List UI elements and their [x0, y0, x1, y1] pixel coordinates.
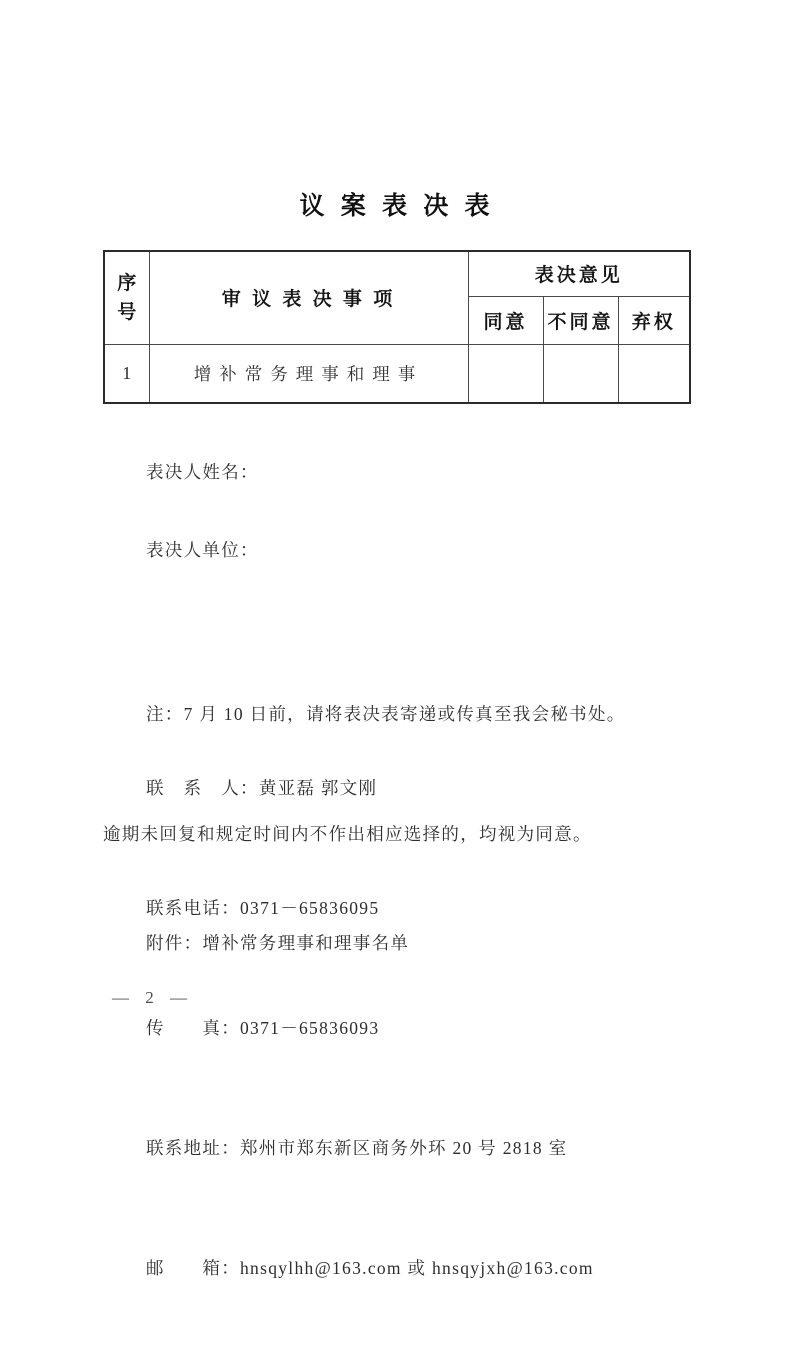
contact-info [146, 688, 594, 1368]
contact-person-label: 联 系 人： [146, 778, 259, 798]
header-opinion: 表决意见 [468, 251, 690, 296]
contact-fax-value: 0371－65836093 [240, 1018, 380, 1038]
contact-fax-line [146, 1008, 594, 1048]
header-matter: 审 议 表 决 事 项 [149, 251, 468, 344]
header-index-line1: 序 [117, 272, 137, 294]
vote-cell-abstain [618, 344, 690, 403]
row-matter-cell: 增补常务理事和理事 [149, 344, 468, 403]
header-disagree: 不同意 [543, 296, 618, 344]
vote-cell-agree [468, 344, 543, 403]
contact-email-label: 邮 箱： [146, 1258, 240, 1278]
voter-unit-label: 表决人单位： [146, 540, 259, 560]
contact-person-line [146, 768, 594, 808]
attachment-line: 附件：增补常务理事和理事名单 [146, 933, 410, 953]
table-row [104, 344, 690, 403]
contact-phone-line [146, 888, 594, 928]
contact-address-value: 郑州市郑东新区商务外环 20 号 2818 室 [240, 1138, 568, 1158]
note-line-2: 逾期未回复和规定时间内不作出相应选择的，均视为同意。 [103, 824, 592, 844]
header-abstain: 弃权 [618, 296, 690, 344]
header-index-line2: 号 [117, 301, 137, 323]
document-title: 议 案 表 决 表 [299, 193, 495, 220]
vote-cell-disagree [543, 344, 618, 403]
header-agree: 同意 [468, 296, 543, 344]
voting-table [103, 250, 691, 404]
contact-email-line [146, 1248, 594, 1288]
contact-email-value: hnsqylhh@163.com 或 hnsqyjxh@163.com [240, 1258, 594, 1278]
voter-name-label: 表决人姓名： [146, 462, 259, 482]
contact-address-label: 联系地址： [146, 1138, 240, 1158]
contact-person-value: 黄亚磊 郭文刚 [258, 778, 378, 798]
note-line-1: 注：7 月 10 日前，请将表决表寄递或传真至我会秘书处。 [146, 704, 626, 724]
header-index [104, 251, 149, 344]
contact-phone-value: 0371－65836095 [240, 898, 380, 918]
contact-address-line [146, 1128, 594, 1168]
row-index-cell: 1 [104, 344, 149, 403]
contact-phone-label: 联系电话： [146, 898, 240, 918]
contact-fax-label: 传 真： [146, 1018, 240, 1038]
page-number: — 2 — [112, 988, 189, 1007]
